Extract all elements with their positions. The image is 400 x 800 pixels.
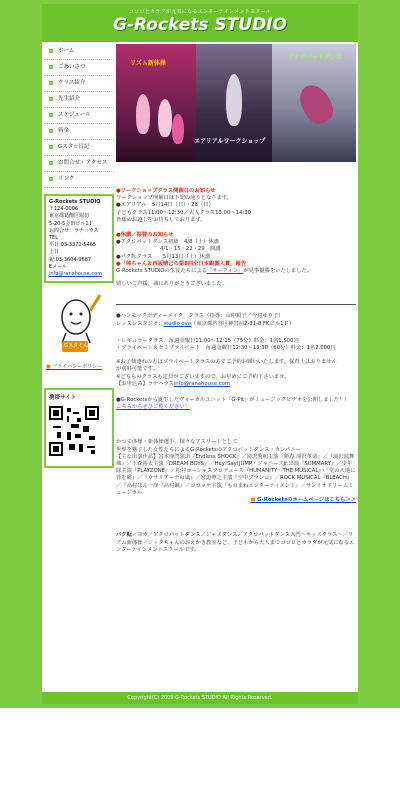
hammock-studio-label: レッスンスタジオ： [116, 320, 164, 327]
tel-weekday: 平日:03-3372-5465 [49, 242, 97, 249]
studio-ova-link[interactable]: studio ova [163, 320, 192, 327]
hammock-regular: ・レギュラークラス 毎週金曜日11:00～12:15（75分）料金：1名1,500円 [116, 337, 299, 344]
hammock-contact [116, 381, 356, 388]
workshop-notice [116, 188, 356, 224]
hammock-email-link[interactable]: info@ranahouse.com [173, 380, 231, 387]
about-line2: 世界を魅了した女性たちによるG-Rocketsのアクロバットダンス・カンパニー [116, 446, 301, 453]
nav-item-teachers[interactable]: 先生紹介 [44, 92, 114, 108]
hammock-contact-label: 【お申込み】ラナハウス [116, 380, 174, 387]
hero-caption-acrobat: アクロバットダンス [288, 54, 342, 61]
nav-item-home[interactable]: ホーム [44, 44, 114, 60]
closed-line1: ●アクロバットダンス初級 4/8（土）休講 [116, 239, 219, 246]
sidebar [44, 44, 114, 468]
hero-caption-rhythm: リズム新体操 [130, 60, 166, 67]
hammock-studio-address: （東京都渋谷区神宮前2-31-8 FKビル1Ｆ） [191, 320, 295, 327]
about-line1: かつて体操・新体操選手、様々なアスリートとして [116, 439, 238, 446]
email-link[interactable]: info@ranahouse.com [49, 271, 103, 278]
tel-holiday: 祝:03-3604-9687 [49, 256, 92, 263]
studio-info-box [44, 194, 114, 283]
news-line1-text: G-Rockets STUDIOの生徒たちによる [116, 268, 207, 275]
mascot-label: Gスタくん [64, 343, 89, 350]
workshop-line1: ●エアリアル 5月14日（日）・28（日） [116, 202, 214, 209]
news-notice [116, 261, 356, 289]
nav-item-fees[interactable]: 料金 [44, 124, 114, 140]
tagline-section [116, 532, 356, 554]
hero-caption-aerial: エアリアルワークショップ [194, 138, 266, 145]
workshop-line3: 皆様のお越しをお待ちしております。 [116, 216, 206, 223]
divider [116, 304, 356, 305]
mobile-site-title: 携帯サイト [49, 395, 77, 402]
hammock-studio [116, 321, 356, 328]
studio-address-1: 東京都葛飾区堀切 [49, 213, 90, 220]
nav-item-schedule[interactable]: スケジュール [44, 108, 114, 124]
nav-item-classes[interactable]: クラス紹介 [44, 76, 114, 92]
hero-photo-acrobat [272, 44, 356, 162]
workshop-heading: ● ワークショップクラス開催日のお知らせ [116, 188, 356, 195]
video-text: ●G-Rocketsから誕生したヴォーカルユニット「G-Pit」がミュージックビデオを公開しました！！ [116, 397, 350, 404]
nav-item-greeting[interactable]: ごあいさつ [44, 60, 114, 76]
video-notice [116, 397, 356, 411]
qr-code-icon [49, 406, 99, 456]
closed-notice [116, 232, 356, 261]
sidebar-nav [44, 44, 114, 188]
hammock-note1: ※お子様連れの方はプライベートクラスの方でご予約お願いいたします。保育士はおりません [116, 359, 337, 366]
workshop-intro: ワークショップ開催日は下記の通りとなります。 [116, 195, 233, 202]
news-line1-text-end: が見事優勝をいたしました。 [243, 268, 313, 275]
about-works: 【主な出演作品】宮本亜門演出『Endless SHOCK』／滝沢秀明主演『新春 滝沢革命』／『滝沢演舞城』／玉森裕太主演『DREAM BOYS』／Hey!Say!JUMP・ジャニーズJr.出演『SUMMARY』／少年隊主演『PLAYZONE』／松村ゴーシャスプロデュース『HUMANITY〜THE MUSICAL』・『堂の大地に背を眺』／『ウサリアーナの風』／宮迫博之主演『空中ブランコ』／ROCK MUSICAL『BLEACH』／『高村はん一座『高村鋼』／コロッケ主演『ものまねエンターテイメント』／サンリオドリームミュージカル [116, 453, 356, 496]
privacy-policy-link[interactable]: ■ プライバシーポリシー [44, 363, 114, 370]
grockets-homepage-link[interactable]: ■ G-Rocketsのホームページはこちら＞＞ [116, 497, 356, 504]
closed-line3: ●バク転クラス 5月13日（土）休講 [116, 253, 211, 260]
closed-line2: 4/1・15・22・29 開講 [160, 246, 221, 253]
header-catchphrase: ココロとカラダが元気になるエンターテインメントスクール [128, 9, 272, 15]
site-logo[interactable]: G-Rockets STUDIO [113, 15, 287, 35]
studio-name: G-Rockets STUDIO [49, 199, 101, 205]
hammock-class [116, 313, 356, 388]
hammock-title: ●ハンモックボディーメイク クラス（指導：山仲順子／今村ゆり子） [116, 313, 284, 320]
mobile-site-box [44, 388, 114, 468]
tagline-text: ／ヨガ／アクロバットダンス／ジャズダンス／アクロバットダンス入門〜キッズクラス〜／リズム新体操／ジッタちゃんのおえかき教室など、子どもから大人までココロとカラダが元気になるエンターテインメントスクールです。 [116, 532, 355, 553]
closed-heading: ● 休講／振替のお知らせ [116, 232, 356, 239]
studio-contact: お問合せ：ラナハウス [49, 227, 99, 234]
nav-item-diary[interactable]: Gスタ☆日記 [44, 140, 114, 156]
hammock-note2: が別料可能です。 [116, 366, 158, 373]
news-heading: ● 「倖ちゃん＆西坂晴己の第8回全日本銀賞入賞」報告 [116, 261, 356, 268]
nav-item-links[interactable]: リンク [44, 172, 114, 188]
about-section [116, 439, 356, 504]
nav-item-contact-access[interactable]: お問合せ・アクセス [44, 156, 114, 172]
news-line2: 嬉しいご声援、誠にありがとうございました。 [116, 281, 228, 288]
main-content [116, 44, 356, 554]
hero-banner [116, 44, 356, 162]
tel-label: TEL [49, 235, 58, 242]
tel-weekend: 土日 [49, 249, 60, 256]
site-header [42, 4, 358, 42]
studio-address-2: 5-20-5会田ビル1Ｆ [49, 220, 94, 227]
hammock-private: ・プライベート＆セミプライベート 毎週金曜日12:30～13:30（60分）料金：1名2,000円 [116, 345, 336, 352]
video-link[interactable]: こちらからぜひご覧ください！ [116, 404, 190, 411]
workshop-line2: 子どもクラス11:00～12:30／大人クラス13:00～14:30 [116, 209, 251, 216]
email-label: Eメール [49, 263, 68, 270]
page-container [42, 4, 358, 704]
mascot [44, 289, 114, 359]
surfing-link[interactable]: 「サーフィン」 [206, 268, 244, 275]
studio-zip: 〒124-0006 [49, 206, 79, 213]
site-footer: Copyright(C) 2009 G-Rockets STUDIO All Rights Reserved. [42, 692, 358, 704]
tagline-bold: バク転 [116, 532, 132, 539]
hammock-note3: ※どちらのクラスも定員がございますので、お早めにご予約下さいませ。 [116, 373, 290, 380]
news-line1 [116, 268, 356, 275]
